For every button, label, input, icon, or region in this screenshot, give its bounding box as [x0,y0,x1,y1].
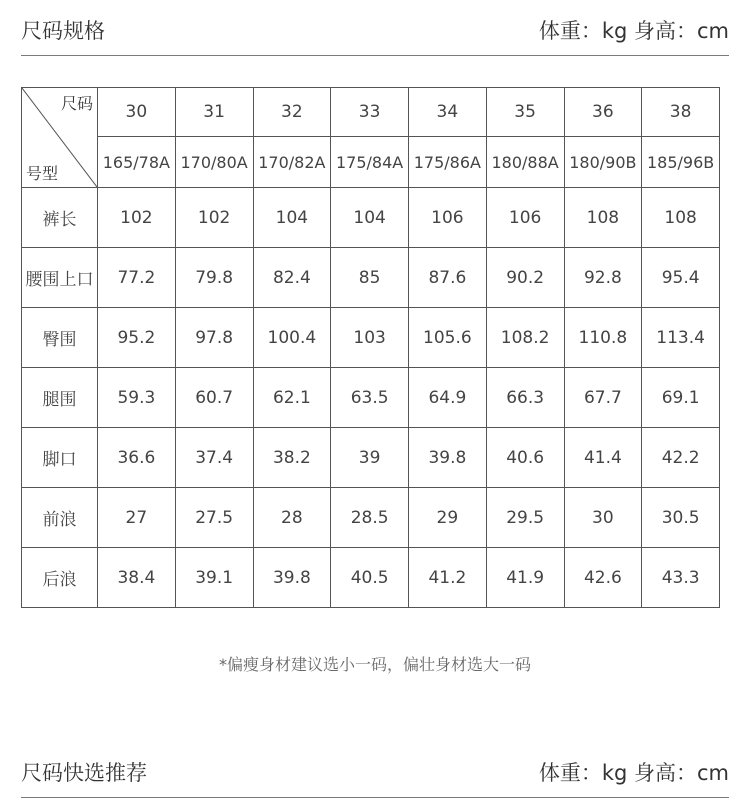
size-cell: 38 [642,88,720,137]
measurement-row [22,248,720,308]
measurement-cell: 40.6 [486,428,564,488]
measurement-cell: 82.4 [253,248,331,308]
corner-spec-label: 号型 [26,164,59,183]
row-label: 裤长 [22,188,98,248]
measurement-cell: 64.9 [409,368,487,428]
measurement-cell: 42.2 [642,428,720,488]
measurement-cell: 30.5 [642,488,720,548]
measurement-cell: 69.1 [642,368,720,428]
measurement-cell: 39.8 [253,548,331,608]
measurement-cell: 27.5 [175,488,253,548]
measurement-cell: 38.4 [98,548,176,608]
measurement-cell: 97.8 [175,308,253,368]
spec-cell: 185/96B [642,137,720,188]
measurement-cell: 87.6 [409,248,487,308]
measurement-cell: 92.8 [564,248,642,308]
measurement-cell: 95.2 [98,308,176,368]
measurement-row [22,188,720,248]
measurement-cell: 39.8 [409,428,487,488]
measurement-cell: 41.9 [486,548,564,608]
size-row [22,88,720,137]
measurement-row [22,548,720,608]
measurement-cell: 108.2 [486,308,564,368]
size-spec-units: 体重：kg 身高：cm [538,19,729,43]
row-label: 后浪 [22,548,98,608]
measurement-cell: 29 [409,488,487,548]
measurement-cell: 67.7 [564,368,642,428]
measurement-cell: 28.5 [331,488,409,548]
measurement-cell: 27 [98,488,176,548]
measurement-cell: 40.5 [331,548,409,608]
measurement-cell: 66.3 [486,368,564,428]
measurement-cell: 104 [331,188,409,248]
measurement-cell: 29.5 [486,488,564,548]
size-spec-header [21,16,729,56]
corner-size-label: 尺码 [60,94,93,113]
size-cell: 33 [331,88,409,137]
measurement-cell: 36.6 [98,428,176,488]
measurement-cell: 43.3 [642,548,720,608]
measurement-cell: 113.4 [642,308,720,368]
row-label: 腰围上口 [22,248,98,308]
row-label: 前浪 [22,488,98,548]
spec-cell: 165/78A [98,137,176,188]
measurement-cell: 110.8 [564,308,642,368]
measurement-row [22,428,720,488]
spec-cell: 175/84A [331,137,409,188]
spec-cell: 170/82A [253,137,331,188]
size-cell: 30 [98,88,176,137]
measurement-cell: 60.7 [175,368,253,428]
measurement-row [22,308,720,368]
spec-cell: 180/90B [564,137,642,188]
measurement-cell: 30 [564,488,642,548]
measurement-cell: 103 [331,308,409,368]
spec-cell: 180/88A [486,137,564,188]
fit-note: *偏瘦身材建议选小一码，偏壮身材选大一码 [218,655,531,674]
measurement-cell: 108 [642,188,720,248]
measurement-cell: 104 [253,188,331,248]
measurement-cell: 95.4 [642,248,720,308]
measurement-row [22,368,720,428]
measurement-cell: 108 [564,188,642,248]
measurement-cell: 41.4 [564,428,642,488]
spec-cell: 175/86A [409,137,487,188]
size-spec-title: 尺码规格 [21,19,105,43]
measurement-cell: 105.6 [409,308,487,368]
measurement-cell: 42.6 [564,548,642,608]
spec-row [22,137,720,188]
size-cell: 31 [175,88,253,137]
size-cell: 32 [253,88,331,137]
quick-size-header [21,758,729,798]
measurement-cell: 100.4 [253,308,331,368]
measurement-cell: 39.1 [175,548,253,608]
size-table [21,87,720,608]
measurement-cell: 38.2 [253,428,331,488]
spec-cell: 170/80A [175,137,253,188]
measurement-cell: 106 [486,188,564,248]
row-label: 臀围 [22,308,98,368]
measurement-cell: 90.2 [486,248,564,308]
size-cell: 34 [409,88,487,137]
measurement-cell: 102 [98,188,176,248]
measurement-cell: 37.4 [175,428,253,488]
measurement-row [22,488,720,548]
size-cell: 35 [486,88,564,137]
row-label: 腿围 [22,368,98,428]
measurement-cell: 41.2 [409,548,487,608]
measurement-cell: 106 [409,188,487,248]
measurement-cell: 85 [331,248,409,308]
size-cell: 36 [564,88,642,137]
row-label: 脚口 [22,428,98,488]
corner-cell [22,88,98,188]
header-divider [21,55,729,56]
header-divider [21,797,729,798]
measurement-cell: 59.3 [98,368,176,428]
measurement-cell: 79.8 [175,248,253,308]
measurement-cell: 39 [331,428,409,488]
quick-size-units: 体重：kg 身高：cm [538,761,729,785]
measurement-cell: 28 [253,488,331,548]
measurement-cell: 63.5 [331,368,409,428]
quick-size-title: 尺码快选推荐 [21,761,147,785]
measurement-cell: 102 [175,188,253,248]
measurement-cell: 62.1 [253,368,331,428]
measurement-cell: 77.2 [98,248,176,308]
